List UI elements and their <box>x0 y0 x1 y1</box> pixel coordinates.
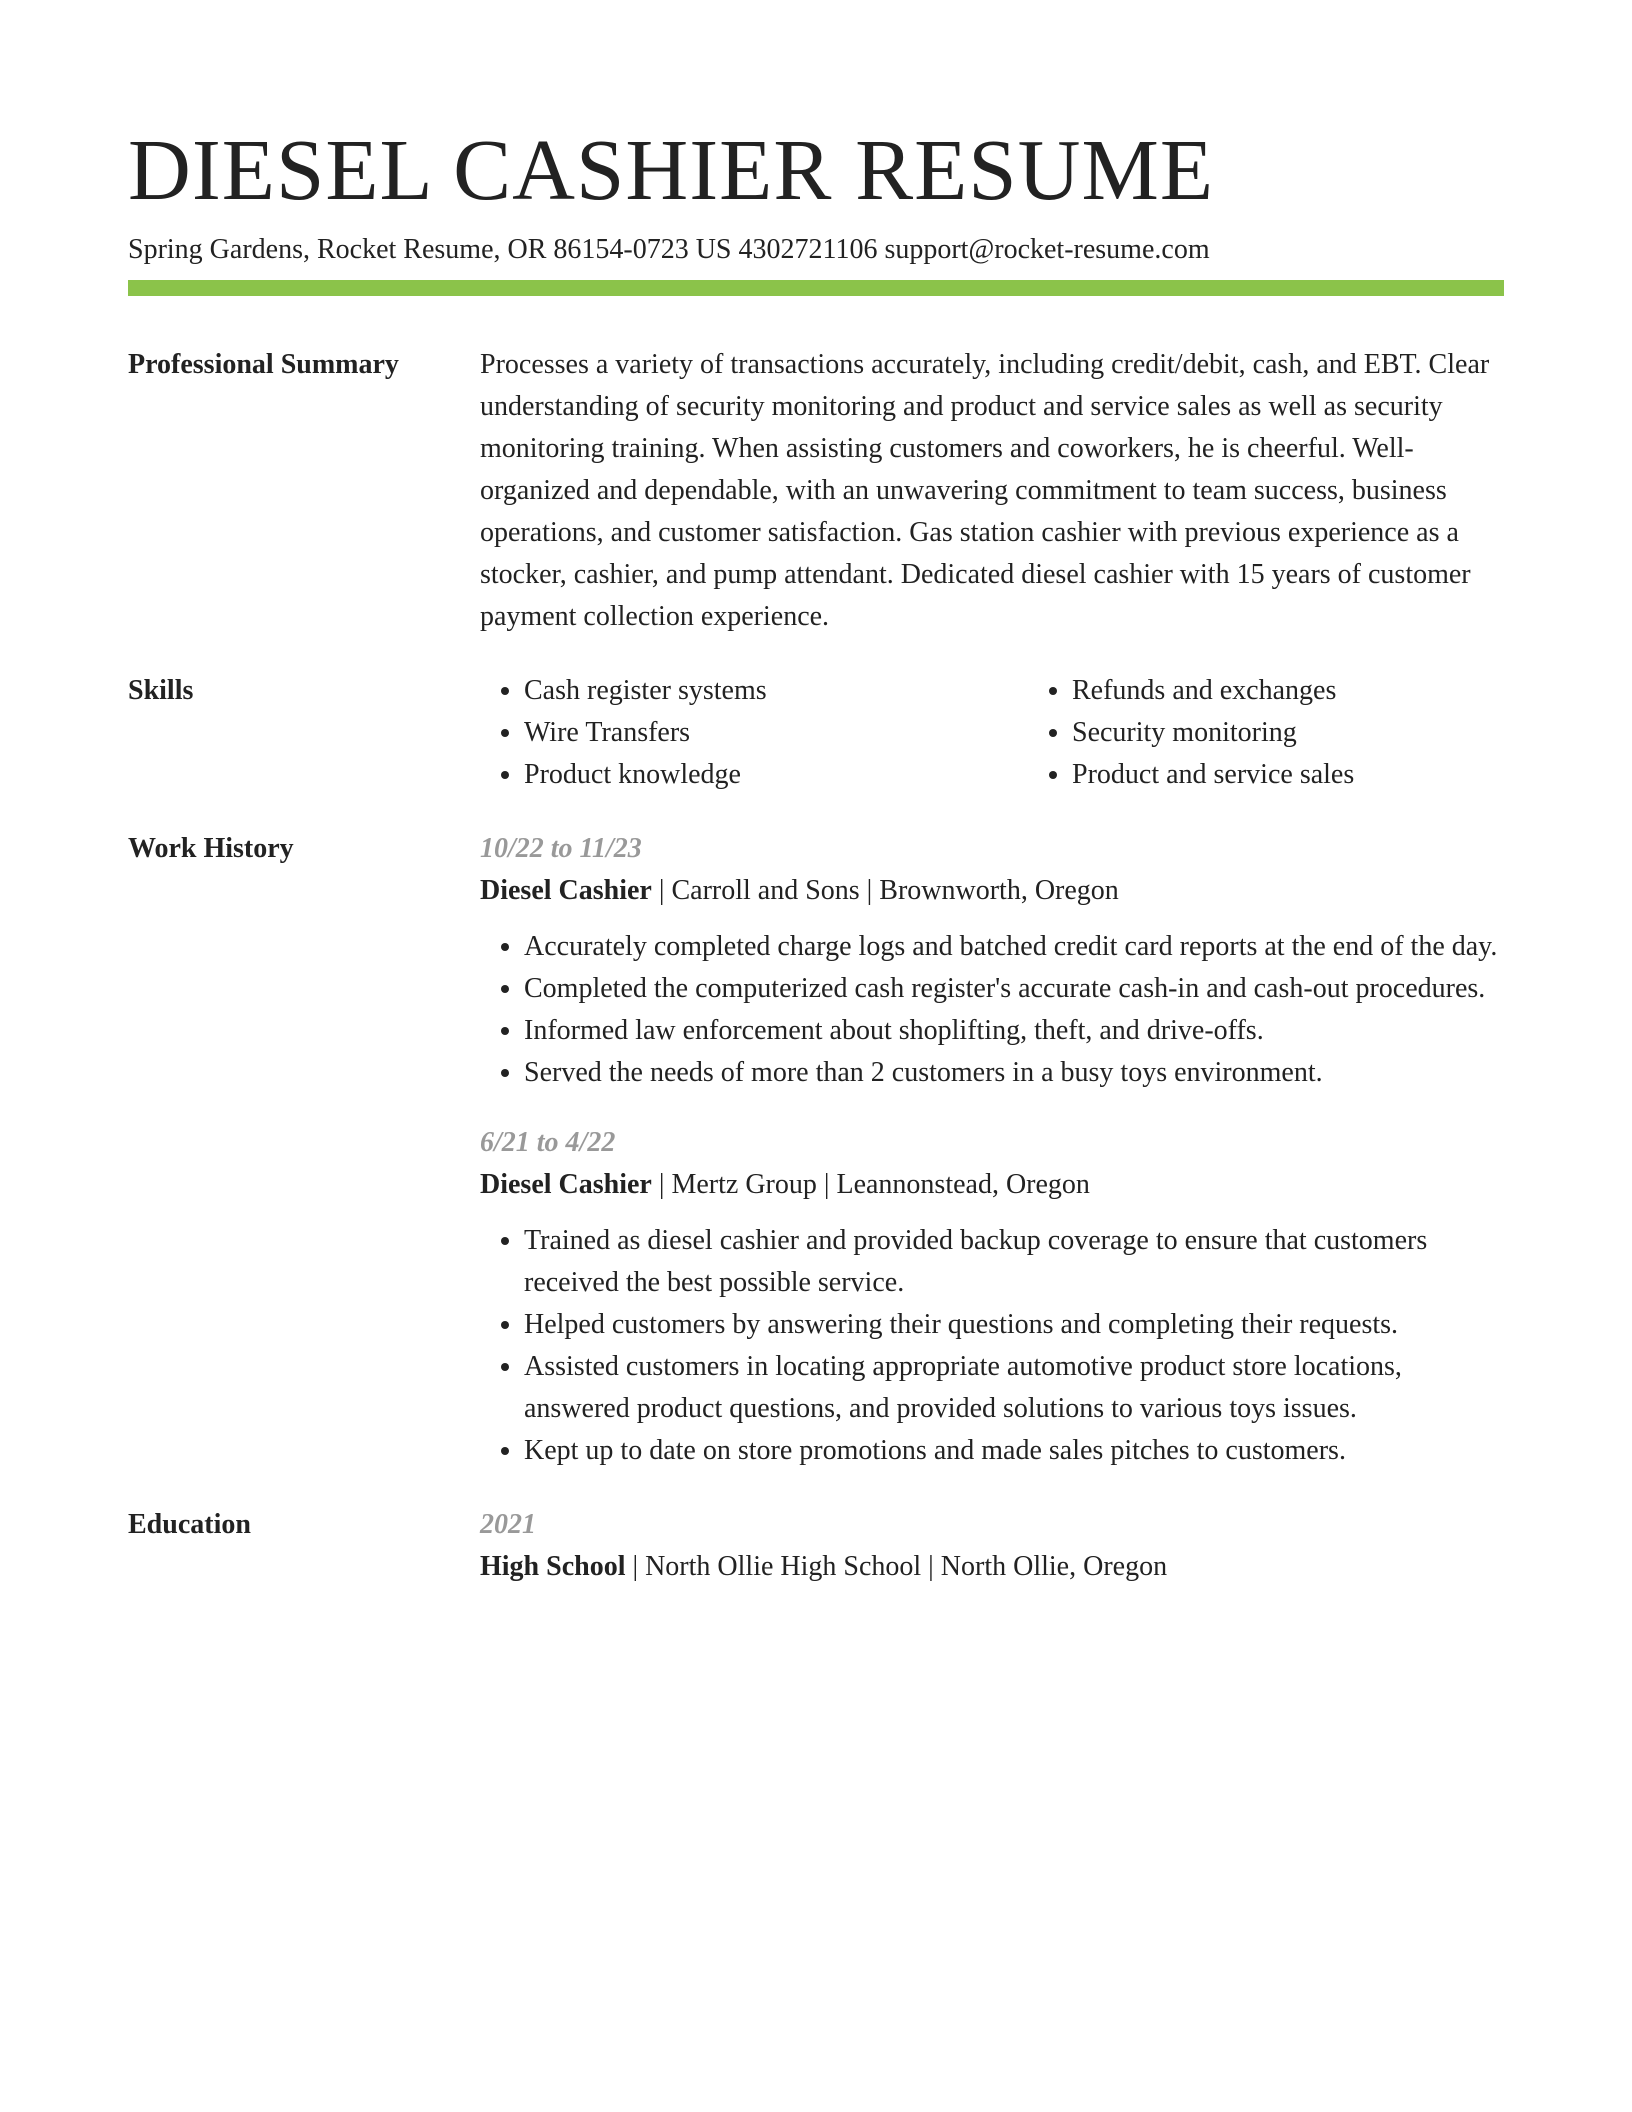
section-label-work: Work History <box>128 833 294 864</box>
resume-title: DIESEL CASHIER RESUME <box>128 121 1214 218</box>
job-bullets <box>480 1220 1504 1472</box>
education-details: | North Ollie High School | North Ollie, Oregon <box>625 1551 1168 1582</box>
job-bullet: • Completed the computerized cash register's accurate cash-in and cash-out procedures. <box>524 968 1504 1010</box>
job-title: Diesel Cashier <box>480 875 652 906</box>
skill-item: • Product and service sales <box>1072 754 1576 796</box>
job-bullets <box>480 926 1504 1094</box>
education-year: 2021 <box>480 1509 536 1540</box>
job-bullet: • Accurately completed charge logs and batched credit card reports at the end of the day. <box>524 926 1504 968</box>
job-entry <box>480 1122 1504 1472</box>
skill-item: • Wire Transfers <box>524 712 1028 754</box>
job-bullet: • Trained as diesel cashier and provided backup coverage to ensure that customers received the best possible service. <box>524 1220 1504 1304</box>
skill-item: • Security monitoring <box>1072 712 1576 754</box>
job-heading <box>480 1164 1504 1206</box>
work-history-section <box>128 828 1504 1472</box>
summary-text: Processes a variety of transactions accurately, including credit/debit, cash, and EBT. Clear understanding of security monitoring and product and service sales as well as security monitoring training. When assisting customers and coworkers, he is cheerful. Well-organized and dependable, with an unwavering commitment to team success, business operations, and customer satisfaction. Gas station cashier with previous experience as a stocker, cashier, and pump attendant. Dedicated diesel cashier with 15 years of customer payment collection experience. <box>480 349 1490 632</box>
job-bullet: • Assisted customers in locating appropriate automotive product store locations, answered product questions, and provided solutions to various toys issues. <box>524 1346 1504 1430</box>
job-dates: 10/22 to 11/23 <box>480 833 642 864</box>
accent-divider <box>128 280 1504 296</box>
skills-list-right <box>1028 670 1576 796</box>
job-bullet: • Informed law enforcement about shoplifting, theft, and drive-offs. <box>524 1010 1504 1052</box>
section-label-education: Education <box>128 1509 251 1540</box>
education-body <box>480 1504 1504 1588</box>
job-bullet: • Kept up to date on store promotions and made sales pitches to customers. <box>524 1430 1504 1472</box>
job-details: | Carroll and Sons | Brownworth, Oregon <box>651 875 1119 906</box>
skill-item: • Cash register systems <box>524 670 1028 712</box>
job-bullet: • Served the needs of more than 2 customers in a busy toys environment. <box>524 1052 1504 1094</box>
summary-section <box>128 344 1504 638</box>
work-history-body <box>480 828 1504 1472</box>
section-label-skills: Skills <box>128 675 194 706</box>
education-degree: High School <box>480 1551 626 1582</box>
job-entry <box>480 828 1504 1094</box>
skill-item: • Refunds and exchanges <box>1072 670 1576 712</box>
job-title: Diesel Cashier <box>480 1169 652 1200</box>
section-label-summary: Professional Summary <box>128 349 399 380</box>
skills-grid <box>480 670 1576 796</box>
skill-item: • Product knowledge <box>524 754 1028 796</box>
job-heading <box>480 870 1504 912</box>
job-bullet: • Helped customers by answering their questions and completing their requests. <box>524 1304 1504 1346</box>
job-dates: 6/21 to 4/22 <box>480 1127 616 1158</box>
education-heading <box>480 1546 1504 1588</box>
skills-list-left <box>480 670 1028 796</box>
skills-section <box>128 670 1504 796</box>
education-section <box>128 1504 1504 1588</box>
job-details: | Mertz Group | Leannonstead, Oregon <box>651 1169 1090 1200</box>
contact-line: Spring Gardens, Rocket Resume, OR 86154-0723 US 4302721106 support@rocket-resume.com <box>128 234 1210 265</box>
